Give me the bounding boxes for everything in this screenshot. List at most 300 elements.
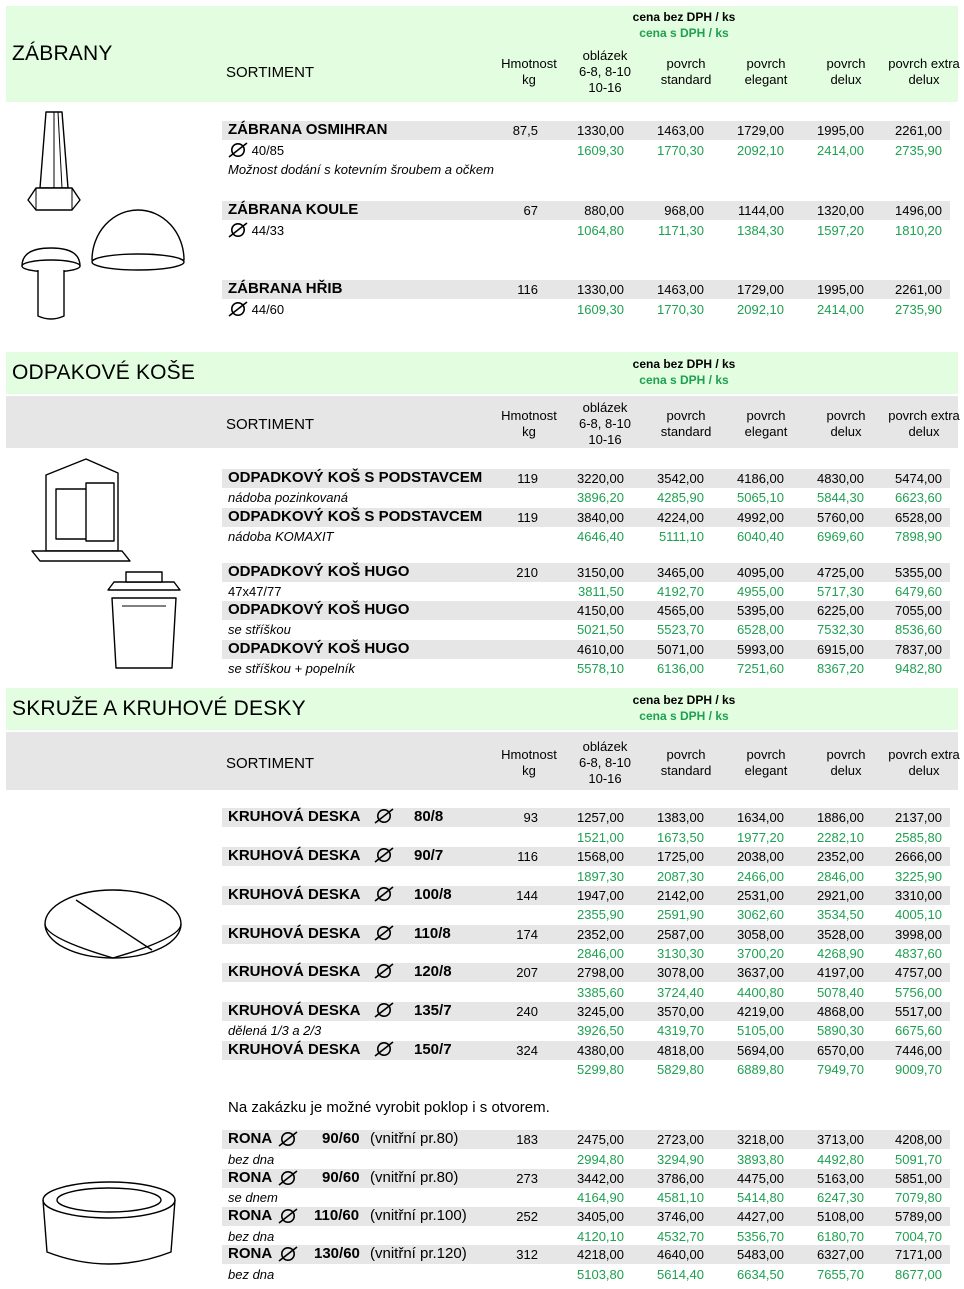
column-pebble-line: 10-16 [588,432,622,447]
table-row [222,201,950,220]
row-price: 968,00 [664,203,704,218]
diameter-icon [374,963,394,979]
diameter-icon [374,925,394,941]
row-price: 5789,00 [895,1209,942,1224]
row-price: 880,00 [584,203,624,218]
row-price: 4192,70 [657,584,704,599]
row-price: 3220,00 [577,471,624,486]
diameter-icon-wrap [374,847,394,864]
column-c4-line: delux [830,72,862,87]
row-inner: (vnitřní pr.100) [370,1207,467,1224]
row-price: 6570,00 [817,1043,864,1058]
table-row [222,1245,950,1264]
row-label: bez dna [228,1152,275,1167]
row-price: 6623,60 [895,490,942,505]
row-label: KRUHOVÁ DESKA 90/7 [228,847,444,864]
row-weight: 324 [516,1043,538,1058]
row-label: ODPADKOVÝ KOŠ S PODSTAVCEM [228,469,483,486]
column-weight-line: kg [522,763,536,778]
row-label: ODPADKOVÝ KOŠ HUGO [228,640,410,657]
row-price: 2414,00 [817,302,864,317]
skruze-section-title: SKRUŽE A KRUHOVÉ DESKY [12,697,306,720]
diameter-icon [374,847,394,863]
row-price: 6915,00 [817,642,864,657]
row-price: 1330,00 [577,282,624,297]
row-price: 4830,00 [817,471,864,486]
row-price: 2735,90 [895,143,942,158]
row-price: 2092,10 [737,143,784,158]
column-c4-line: povrch [826,408,866,423]
column-pebble [568,739,642,787]
table-row [222,1041,950,1060]
diameter-icon-wrap [374,886,394,903]
row-weight: 252 [516,1209,538,1224]
row-weight: 210 [516,565,538,580]
row-price: 4427,00 [737,1209,784,1224]
table-row [222,983,950,1002]
column-c2-line: povrch [666,747,706,762]
diameter-icon [278,1131,298,1147]
table-row [222,886,950,905]
table-row [222,808,950,827]
column-c5-line: povrch extra [888,408,960,423]
column-c5-line: delux [908,72,940,87]
row-price: 1064,80 [577,223,624,238]
column-pebble-line: oblázek [582,739,628,754]
column-weight-line: Hmotnost [501,408,557,423]
row-price: 2921,00 [817,888,864,903]
row-label: Možnost dodání s kotevním šroubem a očkem [228,162,494,177]
row-price: 1977,20 [737,830,784,845]
row-label: KRUHOVÁ DESKA 100/8 [228,886,452,903]
row-price: 2261,00 [895,123,942,138]
table-row [222,1207,950,1226]
row-label: RONA 110/60 (vnitřní pr.100) [228,1207,467,1224]
column-pebble-line: 6-8, 8-10 [578,416,632,431]
row-price: 6225,00 [817,603,864,618]
row-price: 2531,00 [737,888,784,903]
row-inner: (vnitřní pr.120) [370,1245,467,1262]
diameter-icon-wrap [374,925,394,942]
row-price: 4285,90 [657,490,704,505]
row-price: 3893,80 [737,1152,784,1167]
row-price: 1886,00 [817,810,864,825]
row-price: 1609,30 [577,143,624,158]
row-price: 5105,00 [737,1023,784,1038]
table-row [222,527,950,546]
skruze-section-header [6,688,958,730]
table-row [222,1002,950,1021]
table-row [222,300,950,319]
row-price: 3700,20 [737,946,784,961]
row-price: 6040,40 [737,529,784,544]
row-price: 3225,90 [895,869,942,884]
row-price: 8536,60 [895,622,942,637]
price-no-vat-label: cena bez DPH / ks [632,693,736,707]
column-c5 [884,56,964,88]
row-label: RONA 90/60 (vnitřní pr.80) [228,1169,459,1186]
column-c2 [646,408,726,440]
row-label: RONA 130/60 (vnitřní pr.120) [228,1245,467,1262]
row-price: 1496,00 [895,203,942,218]
column-c2-line: standard [660,763,712,778]
row-label: KRUHOVÁ DESKA 110/8 [228,925,451,942]
row-price: 2142,00 [657,888,704,903]
table-row [222,659,950,678]
price-vat-label: cena s DPH / ks [639,709,729,723]
skruze-column-header [6,732,958,790]
column-c4-line: povrch [826,747,866,762]
table-row [222,828,950,847]
row-size: 120/8 [414,963,452,980]
row-label: 40/85 [228,142,284,158]
column-weight-line: kg [522,424,536,439]
table-row [222,905,950,924]
column-c5-line: povrch extra [888,747,960,762]
row-price: 2846,00 [817,869,864,884]
row-price: 2585,80 [895,830,942,845]
table-row [222,1188,950,1207]
row-price: 3442,00 [577,1171,624,1186]
row-price: 3786,00 [657,1171,704,1186]
row-price: 1257,00 [577,810,624,825]
row-price: 2666,00 [895,849,942,864]
row-size: 135/7 [414,1002,452,1019]
column-pebble-line: 6-8, 8-10 [578,755,632,770]
column-pebble-line: oblázek [582,400,628,415]
row-weight: 183 [516,1132,538,1147]
row-price: 1568,00 [577,849,624,864]
row-inner: (vnitřní pr.80) [370,1169,459,1186]
row-price: 6889,80 [737,1062,784,1077]
table-row [222,141,950,160]
row-price: 7898,90 [895,529,942,544]
column-c2 [646,747,726,779]
column-c2-line: standard [660,424,712,439]
row-price: 6136,00 [657,661,704,676]
row-weight: 93 [523,810,538,825]
column-c5-line: delux [908,424,940,439]
row-price: 8367,20 [817,661,864,676]
row-price: 5614,40 [657,1267,704,1282]
column-c2-line: standard [660,72,712,87]
diameter-icon-wrap [278,1131,298,1148]
row-price: 4837,60 [895,946,942,961]
column-weight [494,747,564,779]
row-size: 90/60 [322,1169,360,1186]
row-price: 2994,80 [577,1152,624,1167]
column-c2-line: povrch [666,408,706,423]
column-weight [494,408,564,440]
row-price: 2466,00 [737,869,784,884]
row-price: 2475,00 [577,1132,624,1147]
row-price: 1995,00 [817,282,864,297]
row-price: 6634,50 [737,1267,784,1282]
row-price: 3637,00 [737,965,784,980]
table-row [222,563,950,582]
diameter-icon [374,808,394,824]
row-price: 1384,30 [737,223,784,238]
row-price: 5523,70 [657,622,704,637]
row-price: 4224,00 [657,510,704,525]
column-c3 [726,56,806,88]
kose-column-header [6,396,958,448]
diameter-icon [228,142,248,158]
row-price: 1463,00 [657,123,704,138]
row-price: 1725,00 [657,849,704,864]
diameter-icon-wrap [374,1002,394,1019]
row-price: 2735,90 [895,302,942,317]
row-size: 90/7 [414,847,444,864]
column-c5-line: delux [908,763,940,778]
row-label: ZÁBRANA OSMIHRAN [228,121,388,138]
row-price: 5065,10 [737,490,784,505]
row-size: 80/8 [414,808,444,825]
table-row [222,944,950,963]
row-price: 5356,70 [737,1229,784,1244]
diameter-icon-wrap [374,963,394,980]
row-price: 2092,10 [737,302,784,317]
row-price: 9482,80 [895,661,942,676]
price-no-vat-label: cena bez DPH / ks [632,357,736,371]
table-row [222,121,950,140]
column-c3-line: povrch [746,408,786,423]
row-price: 2038,00 [737,849,784,864]
row-price: 1897,30 [577,869,624,884]
row-price: 4186,00 [737,471,784,486]
column-c2-line: povrch [666,56,706,71]
row-label: bez dna [228,1267,275,1282]
row-price: 4581,10 [657,1190,704,1205]
row-price: 1597,20 [817,223,864,238]
price-vat-label: cena s DPH / ks [639,373,729,387]
row-price: 7949,70 [817,1062,864,1077]
row-price: 7446,00 [895,1043,942,1058]
row-price: 5844,30 [817,490,864,505]
row-weight: 119 [517,471,538,486]
row-label: 44/33 [228,222,284,238]
row-price: 2587,00 [657,927,704,942]
row-price: 4532,70 [657,1229,704,1244]
row-price: 4208,00 [895,1132,942,1147]
row-price: 4492,80 [817,1152,864,1167]
row-price: 4565,00 [657,603,704,618]
column-c4 [806,747,886,779]
row-price: 7251,60 [737,661,784,676]
zabrany-section-header [6,6,958,102]
table-row [222,1060,950,1079]
row-label: ODPADKOVÝ KOŠ HUGO [228,563,410,580]
row-price: 5829,80 [657,1062,704,1077]
row-price: 5111,10 [658,529,704,544]
zabrany-section-title: ZÁBRANY [12,42,113,65]
row-price: 3570,00 [657,1004,704,1019]
table-row [222,280,950,299]
row-price: 1729,00 [737,282,784,297]
row-price: 1770,30 [657,143,704,158]
row-price: 6675,60 [895,1023,942,1038]
row-price: 3724,40 [657,985,704,1000]
table-row [222,601,950,620]
row-price: 1609,30 [577,302,624,317]
diameter-icon [374,886,394,902]
row-label: bez dna [228,1229,275,1244]
row-price: 2846,00 [577,946,624,961]
row-price: 4640,00 [657,1247,704,1262]
row-price: 3998,00 [895,927,942,942]
row-label: se stříškou + popelník [228,661,355,676]
row-price: 7837,00 [895,642,942,657]
row-weight: 87,5 [512,123,538,138]
row-price: 1320,00 [817,203,864,218]
diameter-icon [278,1208,298,1224]
row-price: 2798,00 [577,965,624,980]
diameter-icon-wrap [278,1208,298,1225]
diameter-icon [374,1041,394,1057]
row-price: 2282,10 [817,830,864,845]
row-price: 4164,90 [577,1190,624,1205]
row-price: 1729,00 [737,123,784,138]
table-row [222,1150,950,1169]
row-weight: 144 [516,888,538,903]
row-label: nádoba KOMAXIT [228,529,334,544]
row-price: 4197,00 [817,965,864,980]
row-price: 3405,00 [577,1209,624,1224]
table-row [222,847,950,866]
column-pebble-line: 10-16 [588,771,622,786]
row-price: 6528,00 [895,510,942,525]
row-price: 5717,30 [817,584,864,599]
column-c3-line: elegant [744,72,788,87]
diameter-icon-wrap [278,1246,298,1263]
row-price: 7004,70 [895,1229,942,1244]
row-price: 3926,50 [577,1023,624,1038]
row-price: 3294,90 [657,1152,704,1167]
row-price: 5021,50 [577,622,624,637]
column-c3 [726,747,806,779]
row-price: 1463,00 [657,282,704,297]
row-price: 5993,00 [737,642,784,657]
row-weight: 273 [516,1171,538,1186]
custom-order-note: Na zakázku je možné vyrobit poklop i s otvorem. [228,1099,550,1116]
row-price: 6969,60 [817,529,864,544]
row-size: 150/7 [414,1041,452,1058]
table-row [222,925,950,944]
table-row [222,488,950,507]
row-price: 7079,80 [895,1190,942,1205]
column-pebble-line: oblázek [582,48,628,63]
column-pebble-line: 6-8, 8-10 [578,64,632,79]
table-row [222,160,950,179]
row-price: 5103,80 [577,1267,624,1282]
row-weight: 174 [516,927,538,942]
price-no-vat-label: cena bez DPH / ks [632,10,736,24]
table-row [222,1021,950,1040]
row-price: 5483,00 [737,1247,784,1262]
row-label: se stříškou [228,622,291,637]
row-price: 3713,00 [817,1132,864,1147]
row-price: 2137,00 [895,810,942,825]
row-label: KRUHOVÁ DESKA 150/7 [228,1041,452,1058]
row-price: 4120,10 [577,1229,624,1244]
row-size: 130/60 [314,1245,360,1262]
row-price: 4955,00 [737,584,784,599]
row-price: 1330,00 [577,123,624,138]
row-weight: 240 [516,1004,538,1019]
row-price: 4095,00 [737,565,784,580]
row-price: 2414,00 [817,143,864,158]
row-price: 3058,00 [737,927,784,942]
row-inner: (vnitřní pr.80) [370,1130,459,1147]
row-label: dělená 1/3 a 2/3 [228,1023,322,1038]
row-price: 4725,00 [817,565,864,580]
row-weight: 207 [516,965,538,980]
row-weight: 67 [523,203,538,218]
column-c5 [884,747,964,779]
row-price: 3150,00 [577,565,624,580]
row-price: 4610,00 [577,642,624,657]
row-price: 7055,00 [895,603,942,618]
row-price: 5108,00 [817,1209,864,1224]
row-price: 2352,00 [817,849,864,864]
column-pebble [568,48,642,96]
row-price: 5395,00 [737,603,784,618]
row-price: 7171,00 [895,1247,942,1262]
row-size: 110/60 [314,1207,360,1224]
row-price: 5694,00 [737,1043,784,1058]
row-price: 1770,30 [657,302,704,317]
row-price: 3245,00 [577,1004,624,1019]
row-label: 47x47/77 [228,584,282,599]
column-c4 [806,56,886,88]
column-pebble [568,400,642,448]
row-price: 5355,00 [895,565,942,580]
row-price: 2087,30 [657,869,704,884]
table-row [222,582,950,601]
circular-slab-illustration [40,880,186,970]
row-label: KRUHOVÁ DESKA 120/8 [228,963,452,980]
row-price: 3310,00 [895,888,942,903]
column-c4-line: delux [830,763,862,778]
diameter-icon [228,222,248,238]
column-weight-line: Hmotnost [501,56,557,71]
row-price: 4400,80 [737,985,784,1000]
row-price: 2355,90 [577,907,624,922]
row-price: 1995,00 [817,123,864,138]
row-price: 3896,20 [577,490,624,505]
kose-section-title: ODPAKOVÉ KOŠE [12,361,196,384]
row-price: 3385,60 [577,985,624,1000]
column-c4 [806,408,886,440]
row-label: nádoba pozinkovaná [228,490,348,505]
row-size: 90/60 [322,1130,360,1147]
table-row [222,620,950,639]
row-label: RONA 90/60 (vnitřní pr.80) [228,1130,459,1147]
row-price: 4268,90 [817,946,864,961]
row-weight: 116 [517,282,538,297]
row-price: 6327,00 [817,1247,864,1262]
row-price: 3528,00 [817,927,864,942]
table-row [222,640,950,659]
row-price: 4150,00 [577,603,624,618]
row-price: 3746,00 [657,1209,704,1224]
row-label: 44/60 [228,301,284,317]
row-label: ZÁBRANA KOULE [228,201,359,218]
row-price: 1521,00 [577,830,624,845]
row-price: 1171,30 [657,223,704,238]
row-price: 7532,30 [817,622,864,637]
column-c2 [646,56,726,88]
